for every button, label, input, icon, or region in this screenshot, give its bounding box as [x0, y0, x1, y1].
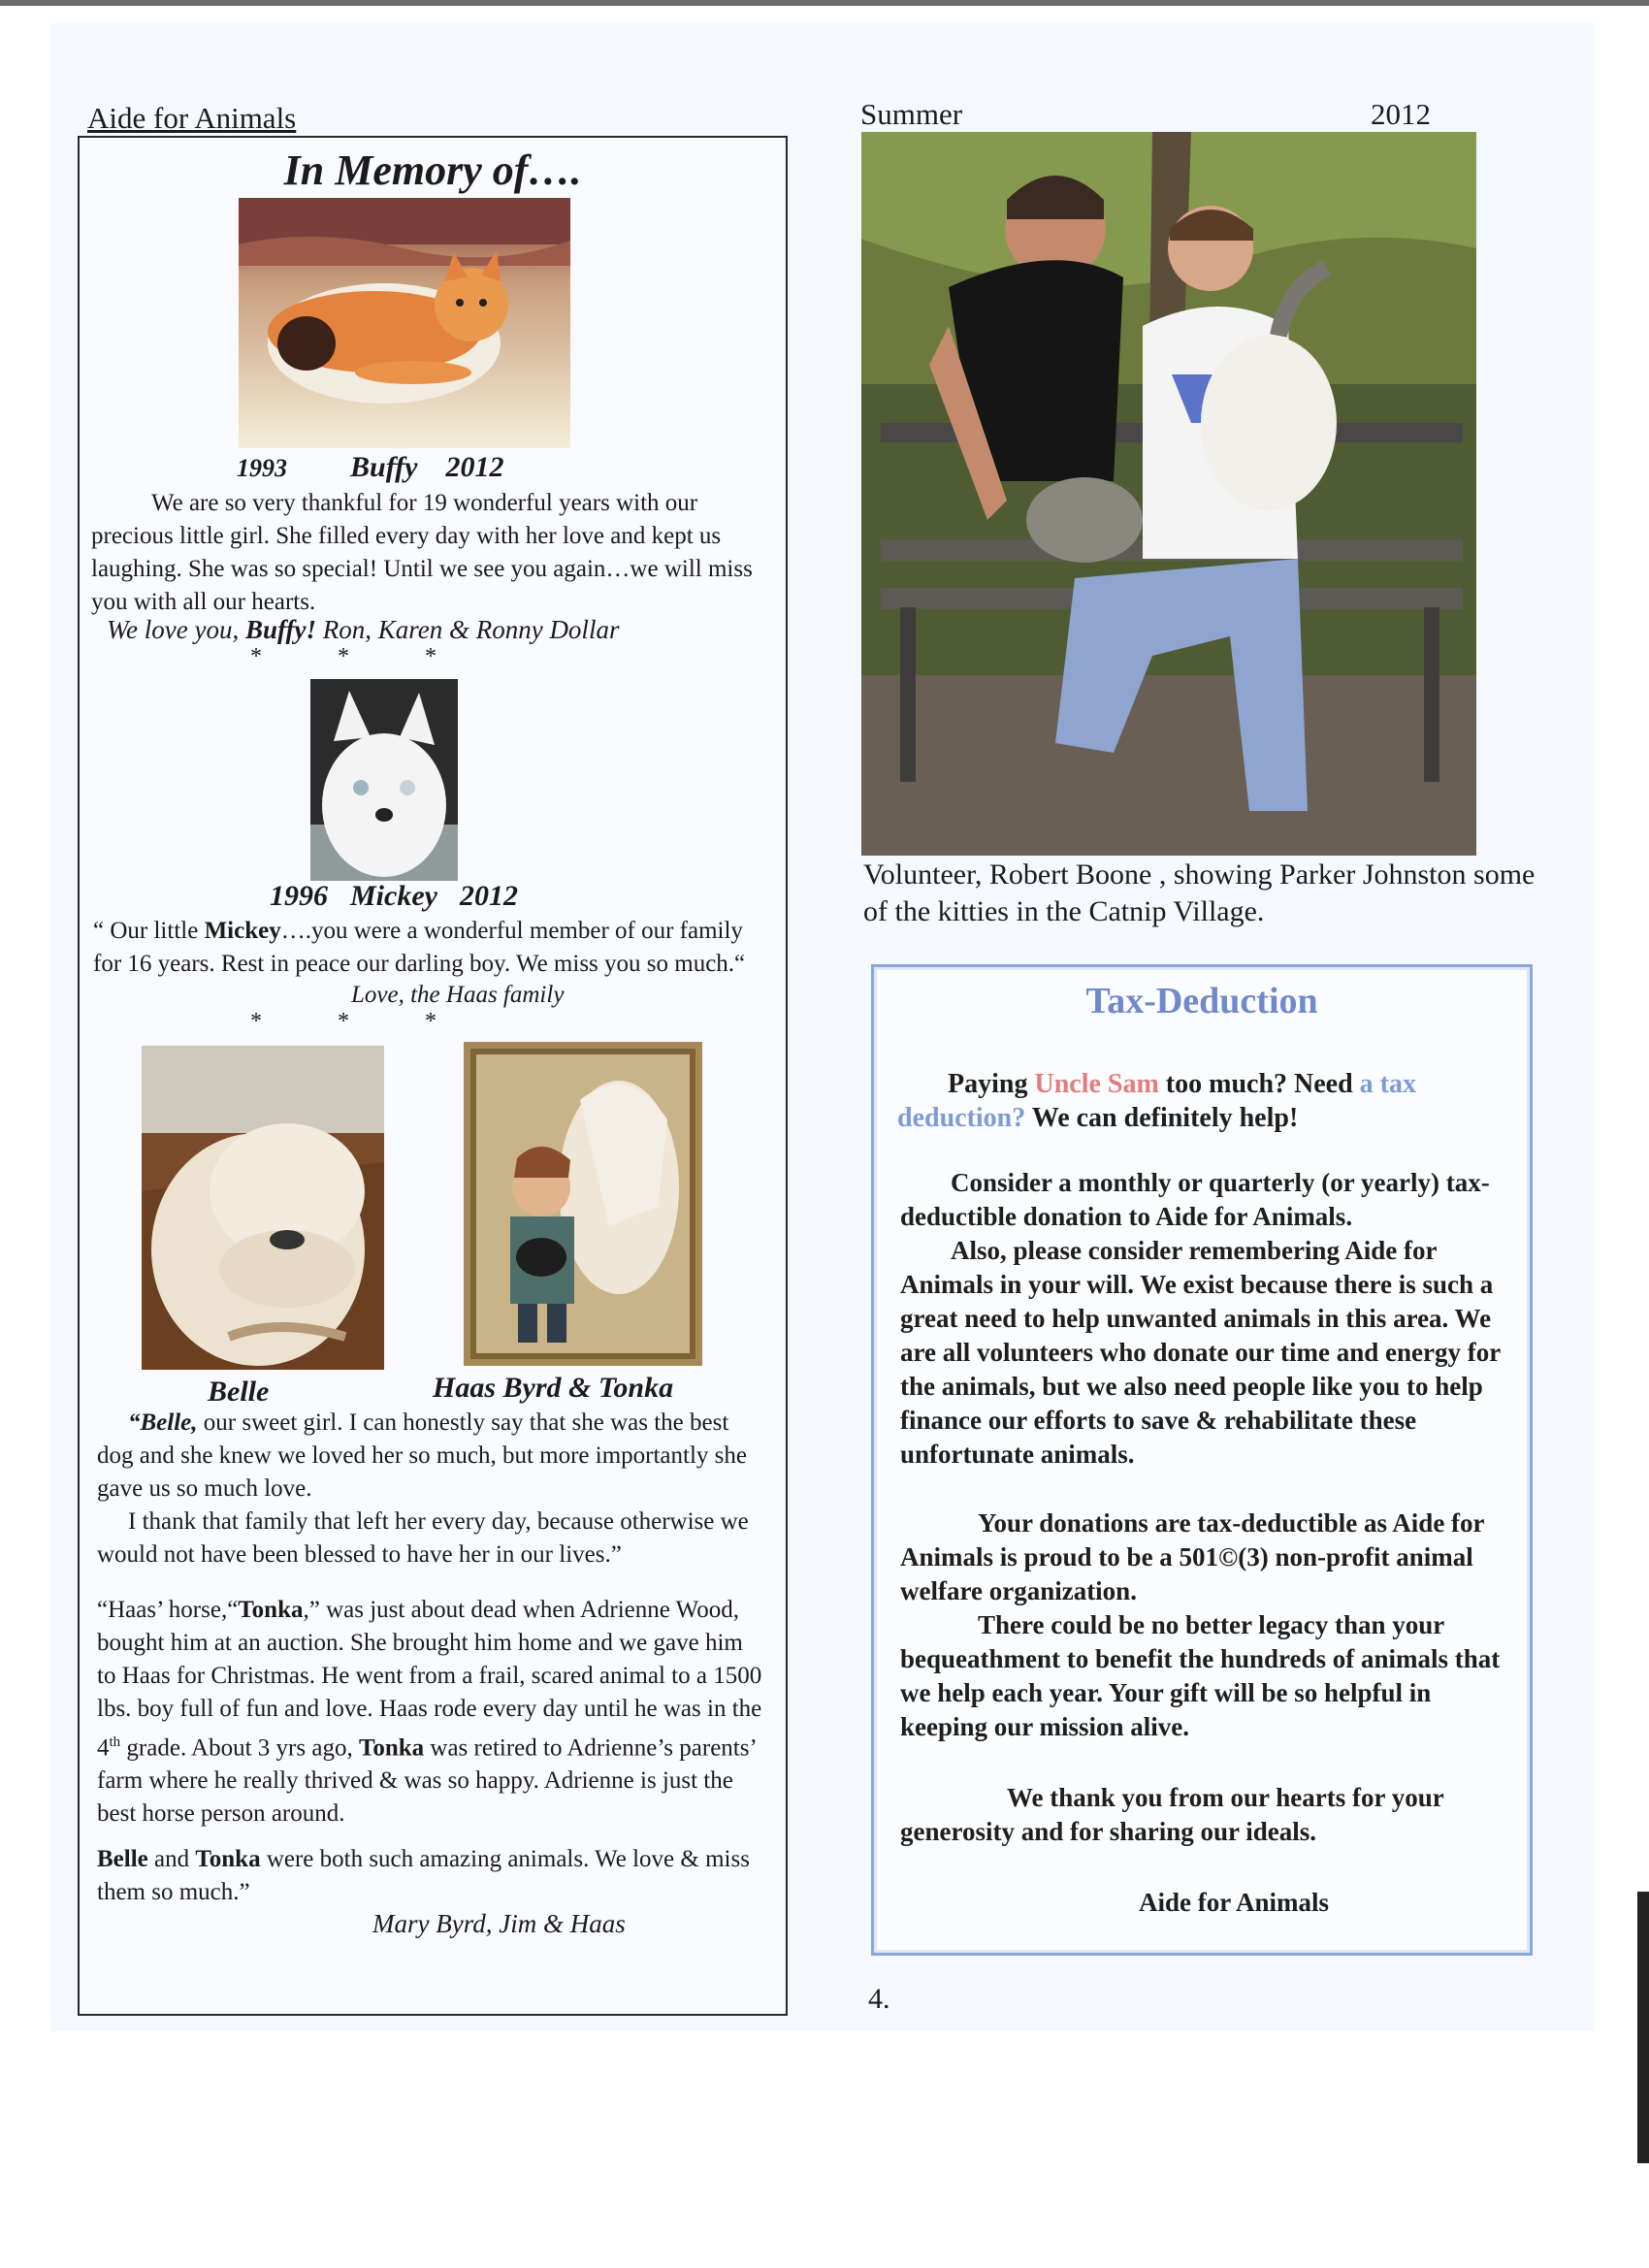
mickey-name: Mickey [350, 880, 437, 912]
mickey-born: 1996 [270, 880, 328, 912]
belle-tribute [97, 1407, 766, 1506]
belle-text-name: “Belle, [128, 1409, 198, 1436]
closing-rest: were both such amazing animals. We love & miss them so much.” [97, 1846, 750, 1905]
tax-lead-1: Paying [948, 1069, 1035, 1099]
belle-tonka-closing [97, 1843, 766, 1909]
scan-edge-shadow [1637, 1892, 1649, 2163]
closing-tonka: Tonka [195, 1846, 261, 1872]
mickey-died: 2012 [459, 880, 518, 912]
tonka-signature: Mary Byrd, Jim & Haas [372, 1909, 626, 1938]
closing-belle: Belle [97, 1846, 148, 1872]
mickey-signature: Love, the Haas family [351, 982, 565, 1008]
mickey-name-line [270, 880, 518, 913]
separator-stars: * * * [250, 644, 436, 669]
buffy-signature [107, 613, 776, 646]
tax-paragraph-1: Consider a monthly or quarterly (or yearly) tax-deductible donation to Aide for Animals. [900, 1168, 1490, 1231]
buffy-sign-family: Ron, Karen & Ronny Dollar [315, 615, 620, 644]
volunteer-photo [861, 132, 1476, 856]
mickey-text-rest: ….you were a wonderful member of our family for 16 years. Rest in peace our darling boy. We miss you so much.“ [93, 918, 746, 977]
memorial-title: In Memory of…. [283, 146, 582, 194]
buffy-name: Buffy [350, 451, 418, 483]
tonka-p1-a: “Haas’ horse,“ [97, 1597, 239, 1623]
tax-title: Tax-Deduction [1085, 981, 1318, 1021]
tax-lead-2: too much? Need [1158, 1069, 1360, 1099]
issue-season: Summer [860, 97, 963, 131]
tonka-p1-sup: th [109, 1734, 121, 1750]
separator-stars-2: * * * [250, 1009, 436, 1034]
haas-tonka-label: Haas Byrd & Tonka [433, 1372, 674, 1404]
issue-year: 2012 [1371, 97, 1431, 131]
tax-paragraph-3: Your donations are tax-deductible as Aide for Animals is proud to be a 501©(3) non-profit animal welfare organization. [900, 1508, 1485, 1605]
newsletter-name: Aide for Animals [87, 101, 297, 135]
mickey-photo [310, 679, 458, 881]
belle-label: Belle [208, 1376, 270, 1408]
buffy-died: 2012 [445, 451, 504, 483]
mickey-text-name: Mickey [204, 918, 281, 944]
tax-paragraph-2: Also, please consider remembering Aide for Animals in your will. We exist because there is such a great need to help unwanted animals in this area. We are all volunteers who donate our time and energy for the animals, but we also need people like you to help finance our efforts to save & rehabilitate these unfortunate animals. [900, 1236, 1501, 1469]
belle-tribute-2: I thank that family that left her every day, because otherwise we would not have been blessed to have her in our lives.” [97, 1508, 749, 1568]
tonka-p1-e: Tonka [358, 1734, 425, 1762]
tonka-p1-c: ,” was just about dead when Adrienne Wood, bought him at an auction. She brought him home and we gave him to Haas for Christmas. He went from a frail, scared animal to a 1500 lbs. boy full of fun and love. Haas rode every day until he was in the 4 [97, 1597, 762, 1762]
tax-paragraph-4: There could be no better legacy than your bequeathment to benefit the hundreds of animals that we help each year. Your gift will be so helpful in keeping our mission alive. [900, 1610, 1501, 1741]
haas-tonka-photo [464, 1042, 702, 1366]
buffy-sign-prefix: We love you, [107, 615, 245, 644]
buffy-photo [239, 198, 570, 448]
tax-lead-3: We can definitely help! [1025, 1103, 1299, 1133]
tonka-p1-b: Tonka [238, 1597, 304, 1623]
tax-lead [897, 1067, 1518, 1135]
tax-paragraph-5: We thank you from our hearts for your generosity and for sharing our ideals. [900, 1783, 1444, 1846]
belle-text-rest: our sweet girl. I can honestly say that she was the best dog and she knew we loved her so much, but more importantly she gave us so much love. [97, 1409, 747, 1502]
buffy-sign-name: Buffy! [244, 615, 316, 644]
tax-lead-uncle-sam: Uncle Sam [1034, 1069, 1159, 1099]
tonka-p1-f: was retired to Adrienne’s parents’ farm where he really thrived & was so happy. Adrienne is just the best horse person around. [97, 1734, 756, 1828]
mickey-tribute [93, 915, 762, 981]
buffy-born: 1993 [237, 454, 287, 482]
buffy-name-line [237, 451, 503, 484]
tonka-tribute [97, 1594, 766, 1831]
page-number: 4. [868, 1983, 890, 2015]
tonka-p1-d: grade. About 3 yrs ago, [120, 1734, 359, 1762]
belle-photo [142, 1046, 384, 1370]
tax-signature: Aide for Animals [1139, 1888, 1330, 1917]
mickey-text-open: “ Our little [93, 918, 205, 944]
volunteer-caption: Volunteer, Robert Boone , showing Parker Johnston some of the kitties in the Catnip Village. [863, 859, 1536, 927]
tax-lead-deduction: a tax deduction? [897, 1069, 1416, 1133]
buffy-tribute: We are so very thankful for 19 wonderful years with our precious little girl. She filled every day with her love and kept us laughing. She was so special! Until we see you again…we will miss you with all our hearts. [91, 490, 753, 615]
scan-edge [0, 0, 1649, 6]
closing-and: and [147, 1846, 196, 1872]
